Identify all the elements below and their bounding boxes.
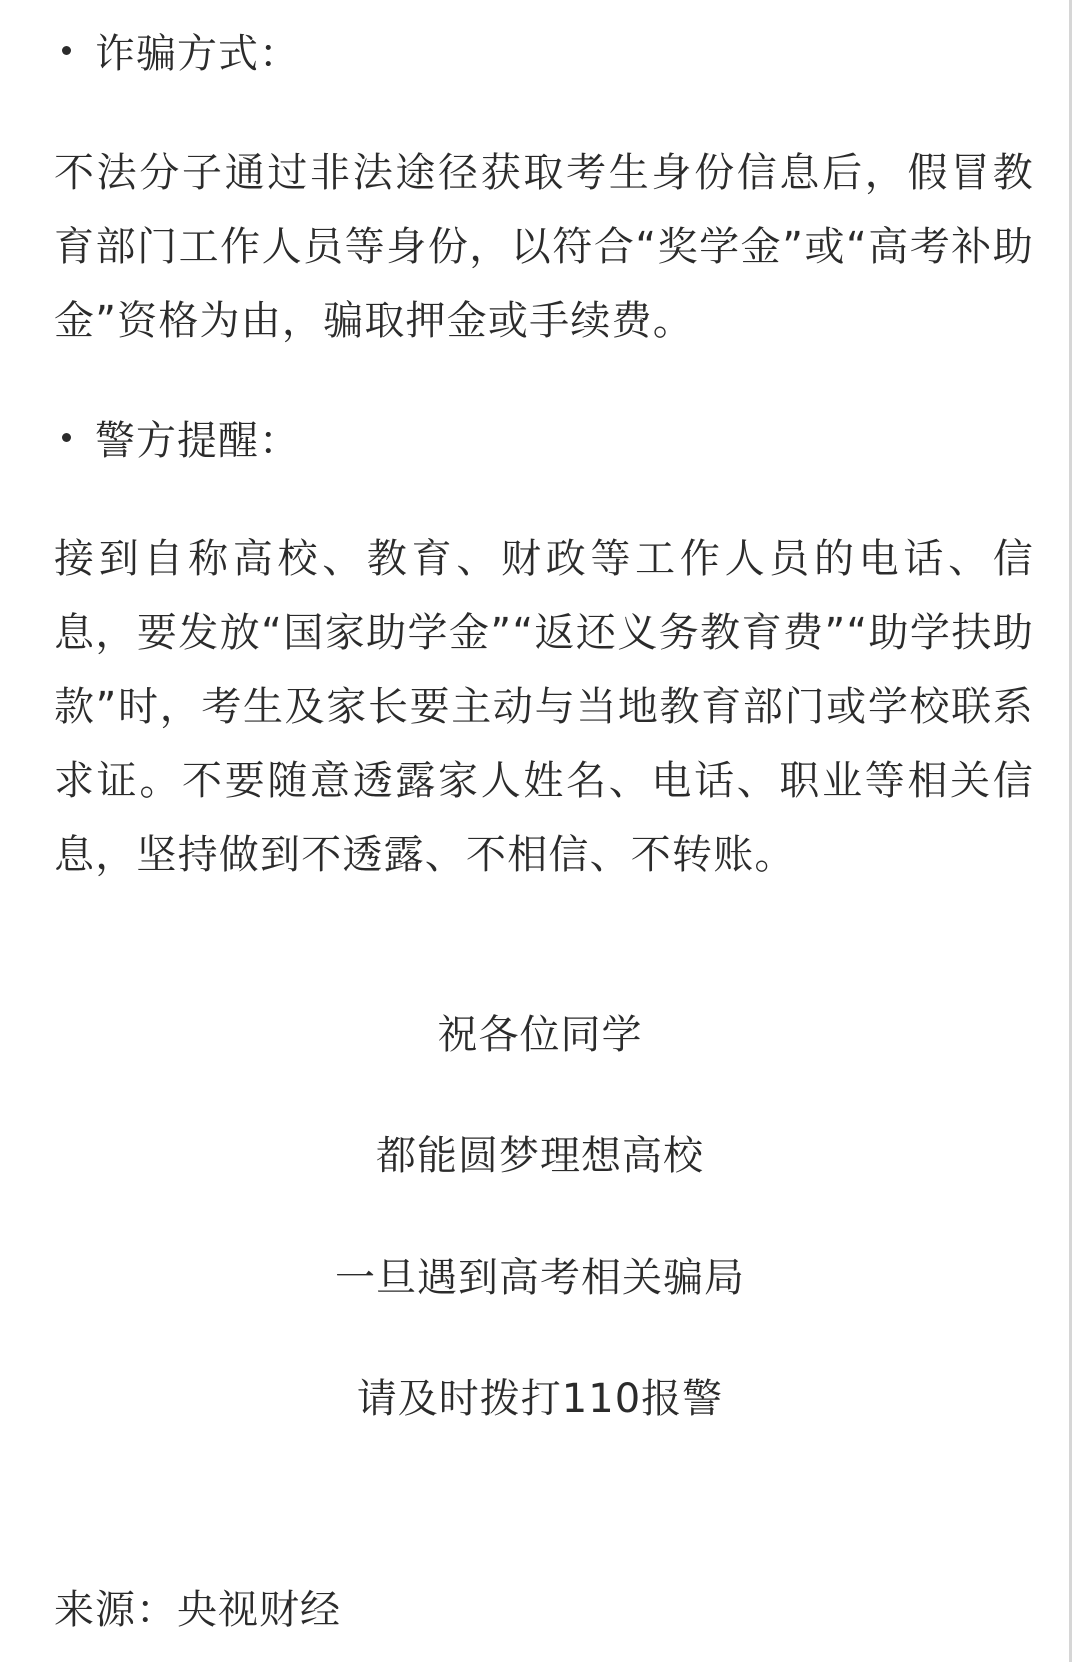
police-reminder-paragraph: 接到自称高校、教育、财政等工作人员的电话、信息，要发放“国家助学金”“返还义务教育费”“助学扶助款”时，考生及家长要主动与当地教育部门或学校联系求证。不要随意透露家人姓名、电话、职业等相关信息，坚持做到不透露、不相信、不转账。: [54, 536, 1034, 878]
section-heading-text: 诈骗方式：: [95, 30, 300, 77]
section-heading-fraud-method: [62, 25, 300, 75]
section-heading-police-reminder: [62, 412, 300, 462]
fraud-method-paragraph: 不法分子通过非法途径获取考生身份信息后，假冒教育部门工作人员等身份，以符合“奖学金”或“高考补助金”资格为由，骗取押金或手续费。: [54, 150, 1034, 344]
closing-line: 一旦遇到高考相关骗局: [335, 1255, 745, 1301]
section-heading-text: 警方提醒：: [95, 417, 300, 464]
bullet-icon: [62, 433, 71, 442]
bullet-icon: [62, 46, 71, 55]
source-credit: 来源：央视财经: [54, 1587, 341, 1633]
closing-line: 祝各位同学: [437, 1012, 643, 1058]
closing-line: 请及时拨打110报警: [356, 1376, 724, 1422]
closing-line: 都能圆梦理想高校: [376, 1133, 704, 1179]
